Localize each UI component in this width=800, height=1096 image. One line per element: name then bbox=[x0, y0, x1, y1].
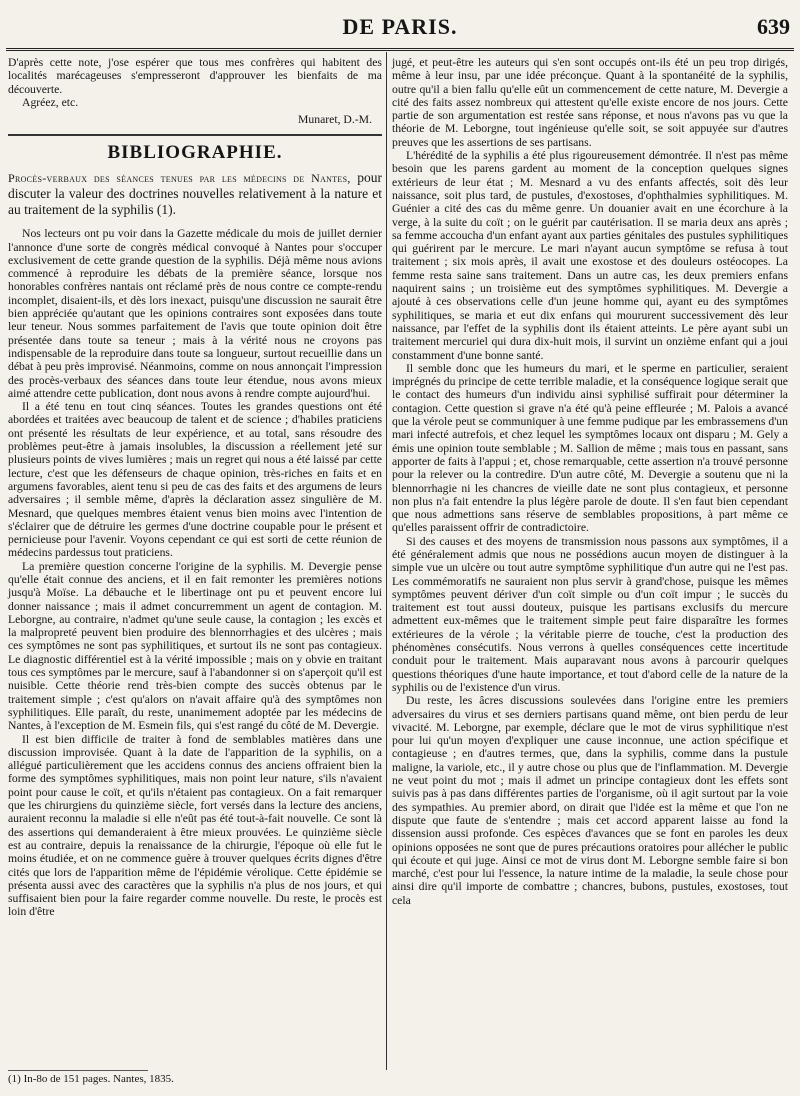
paragraph: Si des causes et des moyens de transmission nous passons aux symptômes, il a été généralement admis que nous ne possédions aucun moyen de distinguer à la simple vue un ulcère ou tout autre symptôme syphilitique d'un autre qui ne l'est pas. Les commémoratifs ne sauraient non plus servir à grand'chose, puisque les mêmes symptômes peuvent dériver d'un coït simple ou d'un coït impur ; le succès du traitement est tout aussi douteux, puisque les partisans exclusifs du mercure admettent eux-mêmes que le traitement simple peut faire disparaître les formes extérieures de la vérole ; la véritable pierre de touche, c'est la production des phénomènes consécutifs. Nous verrons à quelles conséquences cette incertitude conduit pour le traitement. Mais auparavant nous avons à parcourir quelques questions théoriques d'une haute importance, et tout d'abord celle de la nature de la syphilis ou de l'existence d'un virus. bbox=[392, 534, 788, 694]
paragraph: Il semble donc que les humeurs du mari, et le sperme en particulier, seraient imprégnés du principe de cette terrible maladie, et la conséquence logique serait que le contact des humeurs d'un individu ainsi syphilisé suffirait pour déterminer la contagion. Cette question si grave n'a été qu'à peine effleurée ; M. Palois a avancé que la vérole peut se communiquer à une femme pudique par les embrassemens d'un mari infecté autrefois, et chez lequel les symptômes locaux ont disparu ; M. Gely a émis une opinion toute semblable ; M. Sallion de même ; mais tous en passant, sans apporter de faits à l'appui ; et, chose remarquable, cette assertion n'a trouvé personne pour la relever ou la contredire. D'un autre côté, M. Devergie a soutenu que ni la blennorrhagie ni les chancres de vieille date ne sont plus contagieux, et personne non plus n'a fait entendre la plus légère parole de doute. Il s'en faut bien cependant que nous admettions sans réserve de semblables propositions, à part même ce qu'elles paraissent offrir de contradictoire. bbox=[392, 361, 788, 535]
header-rule bbox=[6, 48, 794, 51]
footnote-text: (1) In-8o de 151 pages. Nantes, 1835. bbox=[8, 1073, 174, 1085]
column-divider bbox=[386, 52, 387, 1070]
left-column bbox=[8, 56, 382, 919]
page-title: DE PARIS. bbox=[342, 14, 458, 39]
section-rule bbox=[8, 134, 382, 136]
running-head bbox=[0, 2, 800, 46]
paragraph: Il est bien difficile de traiter à fond de semblables matières dans une discussion improvisée. Quant à la date de l'apparition de la syphilis, on a allégué particulièrement que les accidens connus des anciens offraient bien la forme des symptômes syphilitiques, mais non point leur nature, s'ils n'avaient point pour cause le coït, et qu'ils n'étaient pas contagieux. On a fait remarquer que les chirurgiens du quinzième siècle, fort versés dans la lecture des anciens, auraient reconnu la maladie si elle n'eût pas été tout-à-fait nouvelle. Ce sont là des assertions qui demanderaient à être mieux prouvées. Le quinzième siècle est au contraire, depuis la renaissance de la chirurgie, l'époque où elle fut le moins étudiée, et on ne commence guère à trouver quelques écrits dignes d'être cités que lors de l'apparition même de l'épidémie vérolique. Cette épidémie se présenta aussi avec des caractères que la syphilis n'a plus de nos jours, et qui suffisaient bien pour la faire regarder comme nouvelle. Du reste, le procès est loin d'être bbox=[8, 732, 382, 919]
right-column bbox=[392, 56, 788, 907]
paragraph: La première question concerne l'origine de la syphilis. M. Devergie pense qu'elle était connue des anciens, et il en fait remonter les premières notions jusqu'à Moïse. La débauche et le libertinage ont pu et peuvent encore lui donner naissance ; mais il admet concurremment un agent de contagion. M. Leborgne, au contraire, n'admet qu'une seule cause, la contagion ; les excès et la malpropreté peuvent bien produire des blennorrhagies et des ulcères ; mais ces symptômes ne sont pas syphilitiques, et surtout ils ne sont pas contagieux. Le diagnostic différentiel est à la vérité impossible ; mais on y obvie en traitant tous ces symptômes par le mercure, sauf à l'abandonner si on s'aperçoit qu'il est nuisible. Cette théorie rend très-bien compte des succès obtenus par le traitement simple ; c'est qu'alors on n'avait affaire qu'à des symptômes non syphilitiques. Elle paraît, du reste, unanimement adoptée par les médecins de Nantes, à l'exception de M. Esmein fils, qui s'est rangé du côté de M. Devergie. bbox=[8, 559, 382, 733]
page-number: 639 bbox=[757, 14, 790, 39]
review-heading bbox=[8, 170, 382, 218]
signature: Munaret, D.-M. bbox=[297, 113, 372, 127]
review-heading-rest: pour discuter la valeur des doctrines nouvelles relativement à la nature et au traitement de la syphilis (1). bbox=[8, 169, 383, 217]
paragraph: jugé, et peut-être les auteurs qui s'en sont occupés ont-ils été un peu trop dirigés, même à leur insu, par une idée préconçue. Quant à la spontanéité de la syphilis, outre qu'il a bien fallu qu'elle eût un commencement de cette nature, M. Devergie a cité des faits assez nombreux qui attestent qu'elle existe encore de nos jours. Cette partie de son argumentation est restée sans réponse, et nous n'avons pas vu que la théorie de M. Leborgne, tout ingénieuse qu'elle soit, se soit appuyée sur d'autres preuves que les assertions de ses partisans. bbox=[392, 56, 788, 149]
section-title: BIBLIOGRAPHIE. bbox=[107, 142, 283, 164]
review-heading-smallcaps: Procès-verbaux des séances tenues par les médecins de Nantes, bbox=[8, 170, 351, 185]
salutation: Agréez, etc. bbox=[22, 95, 79, 109]
paragraph: L'hérédité de la syphilis a été plus rigoureusement démontrée. Il n'est pas même besoin que les parens gardent au moment de la conception quelques signes extérieurs de leur état ; M. Mesnard a vu des enfants affectés, soit dès leur naissance, soit plus tard, de pustules, d'exostoses, d'ophthalmies syphilitiques. M. Guénier a cité des cas du même genre. Un douanier avait en une écorchure à la verge, à la suite du coït ; on le guérit par cautérisation. Il se maria deux ans après ; sa femme accoucha d'un enfant ayant aux parties génitales des pustules syphilitiques qui guérirent par le mercure. Le mari n'ayant aucun symptôme se refusa à tout traitement ; six mois après, il avait une exostose et des douleurs ostéocopes. La femme resta saine sans traitement. Dans un autre cas, les deux premiers enfans naquirent sains ; un troisième eut des symptômes syphilitiques. M. Devergie a ajouté à ces observations celle d'un jeune homme qui, ayant eu des symptômes syphilitiques, se maria et eut dix enfans qui moururent successivement dès leur naissance, par l'effet de la syphilis dont ils étaient atteints. Le père ayant subi un traitement mercuriel qui dura dix-huit mois, il survint un onzième enfant qui a joui constamment d'une bonne santé. bbox=[392, 149, 788, 362]
paragraph: Du reste, les âcres discussions soulevées dans l'origine entre les premiers adversaires du virus et ses derniers partisans quand même, ont bien perdu de leur vivacité. M. Leborgne, par exemple, déclare que le mot de virus syphilitique n'est pour lui qu'un moyen d'expliquer une cause inconnue, une action spécifique et contagieuse ; en d'autres termes, que, dans la syphilis, comme dans la pustule maligne, la variole, etc., il y autre chose ou plus que de l'inflammation. M. Devergie ne veut point du mot ; mais il admet un principe contagieux dont les effets sont suivis pas à pas dans différentes parties de l'organisme, où il agit surtout par la voie des sympathies. Au premier abord, on dirait que l'idée est la même et que l'on ne dispute que faute de s'entendre ; mais cet accord apparent laisse au fond la dissension aussi profonde. Ces espèces d'avances que se font en paroles les deux opinions opposées ne sont que de pures précautions oratoires pour allécher le public qui écoute et qui juge. Ainsi ce mot de virus dont M. Leborgne semble faire si bon marché, c'est pour lui l'essence, la nature intime de la maladie, la seule chose pour ainsi dire qu'il importe de combattre ; chancres, bubons, pustules, exostoses, tout cela bbox=[392, 694, 788, 907]
footnote bbox=[8, 1070, 174, 1085]
paragraph: Il a été tenu en tout cinq séances. Toutes les grandes questions ont été abordées et traitées avec beaucoup de talent et de science ; d'habiles praticiens ont présenté les résultats de leur expérience, et au total, sans résoudre des problèmes peut-être à jamais insolubles, la discussion a réellement jeté sur plusieurs points de vives lumières ; mais un regret qui nous a été laissé par cette lecture, c'est que les défenseurs de chaque opinion, très-riches en faits et en argumens favorables, aient tenu si peu de cas des faits et des argumens de leurs adversaires ; il semble même, d'après la déclaration assez singulière de M. Mesnard, que quelques membres étaient venus bien moins avec l'intention de s'éclairer que de détruire les germes d'une doctrine coupable pour le présent et pernicieuse pour l'avenir. Voyons cependant ce qui est sorti de cette réunion de médecins pardessus tout praticiens. bbox=[8, 400, 382, 560]
paragraph: Nos lecteurs ont pu voir dans la Gazette médicale du mois de juillet dernier l'annonce d'une sorte de congrès médical convoqué à Nantes pour s'occuper exclusivement de cette grande question de la syphilis. Déjà même nous avions commencé à reproduire les débats de la première séance, lorsque nos honorables confrères nantais ont réclamé près de nous contre ce compte-rendu incomplet, disaient-ils, et dès lors inexact, puisqu'une discussion ne saurait être bien appréciée qu'autant que les opinions contraires sont exposées dans toute leur teneur. Nous sommes parfaitement de l'avis que toute opinion doit être présentée dans toute sa teneur ; mais à la vérité nous ne croyons pas indispensable de la reproduire dans toute sa longueur, surtout recueillie dans un débat à peu près improvisé. Néanmoins, comme on nous annonçait l'impression des procès-verbaux des séances dans toute leur étendue, nous avons mieux aimé attendre cette publication, dont nous avons à rendre compte aujourd'hui. bbox=[8, 227, 382, 400]
intro-paragraph: D'après cette note, j'ose espérer que tous mes confrères qui habitent des localités marécageuses s'empresseront d'approuver les bienfaits de ma découverte. bbox=[8, 56, 382, 96]
